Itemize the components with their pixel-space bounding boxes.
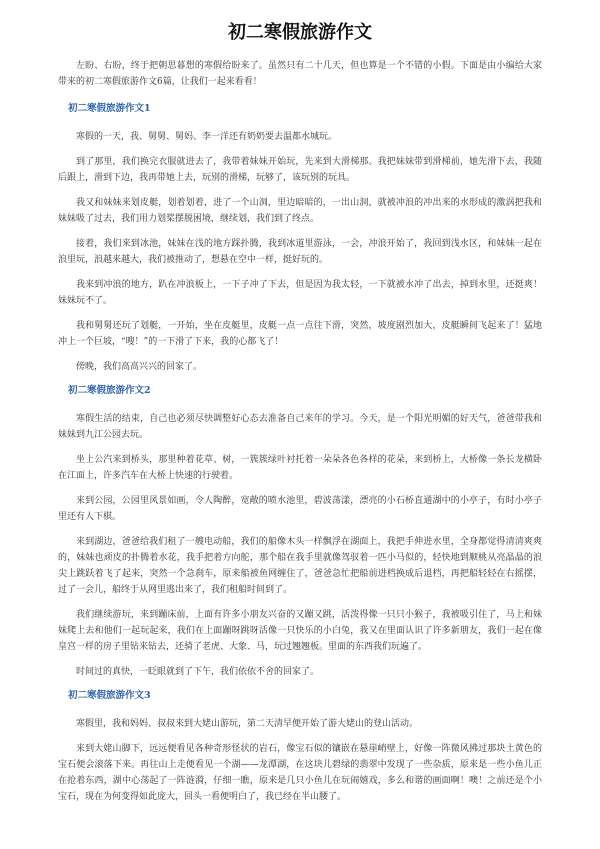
paragraph: 坐上公汽来到桥头，那里种着花草、树，一簇簇绿叶衬托着一朵朵各色各样的花朵，来到桥上，大桥像一条长龙横卧在江面上，许多汽车在大桥上快速的行驶着。: [58, 455, 542, 481]
section-heading: 初二寒假旅游作文1: [68, 103, 151, 114]
section-2: [58, 384, 542, 680]
paragraph: 我来到冲浪的地方，趴在冲浪板上，一下子冲了下去，但是因为我太轻，一下就被水冲了出去，掉到水里，还挺爽！妹妹玩不了。: [58, 280, 542, 306]
section-heading: 初二寒假旅游作文3: [68, 690, 151, 701]
paragraph: 时间过的真快，一眨眼就到了下午，我们依依不舍的回家了。: [76, 667, 320, 677]
section-3: [58, 689, 542, 805]
section-1: [58, 102, 542, 375]
intro-paragraph: 左盼、右盼，终于把朝思暮想的寒假给盼来了。虽然只有二十几天，但也算是一个不错的小假。下面是由小编给大家带来的初二寒假旅游作文6篇，让我们一起来看看！: [58, 61, 542, 87]
paragraph: 我又和妹妹来划皮艇，划着划着，进了一个山洞，里边暗暗的，一出山洞，就被冲浪的冲出来的水形成的激涡把我和妹妹吸了过去，我们用力划桨摆脱困境，继续划，我们到了终点。: [58, 198, 542, 224]
paragraph: 来到大姥山脚下，远远便看见各种奇形怪状的岩石，像宝石似的镶嵌在悬崖峭壁上，好像一阵微风拂过那块土黄色的宝石便会滚落下来。再往山上走便看见一个湖——龙潭湖，在这块儿碧绿的翡翠中发现了一些杂质，原来是一些小鱼儿正在抢着东西，湖中心荡起了一阵涟漪，仔细一瞧，原来是几只小鱼儿在玩闹嬉戏，多么和谐的画面啊！噢！之前还是个小宝石，现在为何变得如此庞大，回头一看便明白了，我已经在半山腰了。: [58, 744, 542, 802]
paragraph: 寒假里，我和妈妈、叔叔来到大姥山游玩，第二天清早便开始了游大姥山的登山活动。: [76, 719, 419, 729]
paragraph: 傍晚，我们高高兴兴的回家了。: [76, 362, 203, 372]
document-title: 初二寒假旅游作文: [228, 22, 372, 43]
paragraph: 我们继续游玩，来到蹦床前，上面有许多小朋友兴奋的又蹦又跳，活泼得像一只只小猴子，我被吸引住了，马上和妹妹爬上去和他们一起玩起来，我们在上面蹦呀跳呀活像一只快乐的小白兔，我又在里面认识了许多新朋友，我们一起在像皇宫一样的房子里钻来钻去，还骑了老虎、大象、马，玩过翘翘板。里面的东西我们玩遍了。: [58, 610, 542, 652]
paragraph: 寒假的一天，我、舅舅、舅妈、李一洋还有奶奶要去温都水城玩。: [76, 132, 338, 142]
paragraph: 到了那里，我们换完衣服就进去了，我带着妹妹开始玩，先来到大滑梯那。我把妹妹带到滑梯前，她先滑下去，我随后跟上，滑到下边，我再带她上去，玩别的滑梯，玩够了，该玩别的玩具。: [58, 157, 542, 183]
paragraph: 我和舅舅还玩了划艇，一开始，坐在皮艇里，皮艇一点一点往下滑，突然，坡度剧烈加大，皮艇瞬间飞起来了！猛地冲上一个巨坡，“嗖！”的一下滑了下来，我的心都飞了！: [58, 321, 542, 347]
paragraph: 来到湖边，爸爸给我们租了一艘电动船，我们的船像木头一样飘浮在湖面上，我把手伸进水里，全身都觉得清清爽爽的，妹妹也顽皮的扑腾着水花，我手把着方向舵，那个船在我手里就像驾驭着一匹小马似的，轻快地到顺桃从亮晶晶的浪尖上跳跃着飞了起来，突然一个急刹车，原来船被鱼网缠住了，爸爸急忙把船前进档换成后退档，再把船轻轻在右摇摆，过了一会儿，船终于从网里逃出来了，我们租船时间到了。: [58, 537, 542, 595]
paragraph: 来到公园，公园里风景如画，令人陶醉，宽敞的喷水池里，碧波荡漾，漂亮的小石桥直通湖中的小亭子，有时小亭子里还有人下棋。: [58, 496, 542, 522]
section-heading: 初二寒假旅游作文2: [68, 385, 151, 396]
paragraph: 寒假生活的结束，自己也必须尽快调整好心态去准备自己来年的学习。今天，是一个阳光明媚的好天气，爸爸带我和妹妹到九江公园去玩。: [58, 414, 542, 440]
paragraph: 接着，我们来到冰池，妹妹在浅的地方踩扑腾，我到冰道里游泳，一会，冲浪开始了，我回到浅水区，和妹妹一起在浪里玩，浪越来越大，我们被推动了，想悬在空中一样，挺好玩的。: [58, 239, 542, 265]
